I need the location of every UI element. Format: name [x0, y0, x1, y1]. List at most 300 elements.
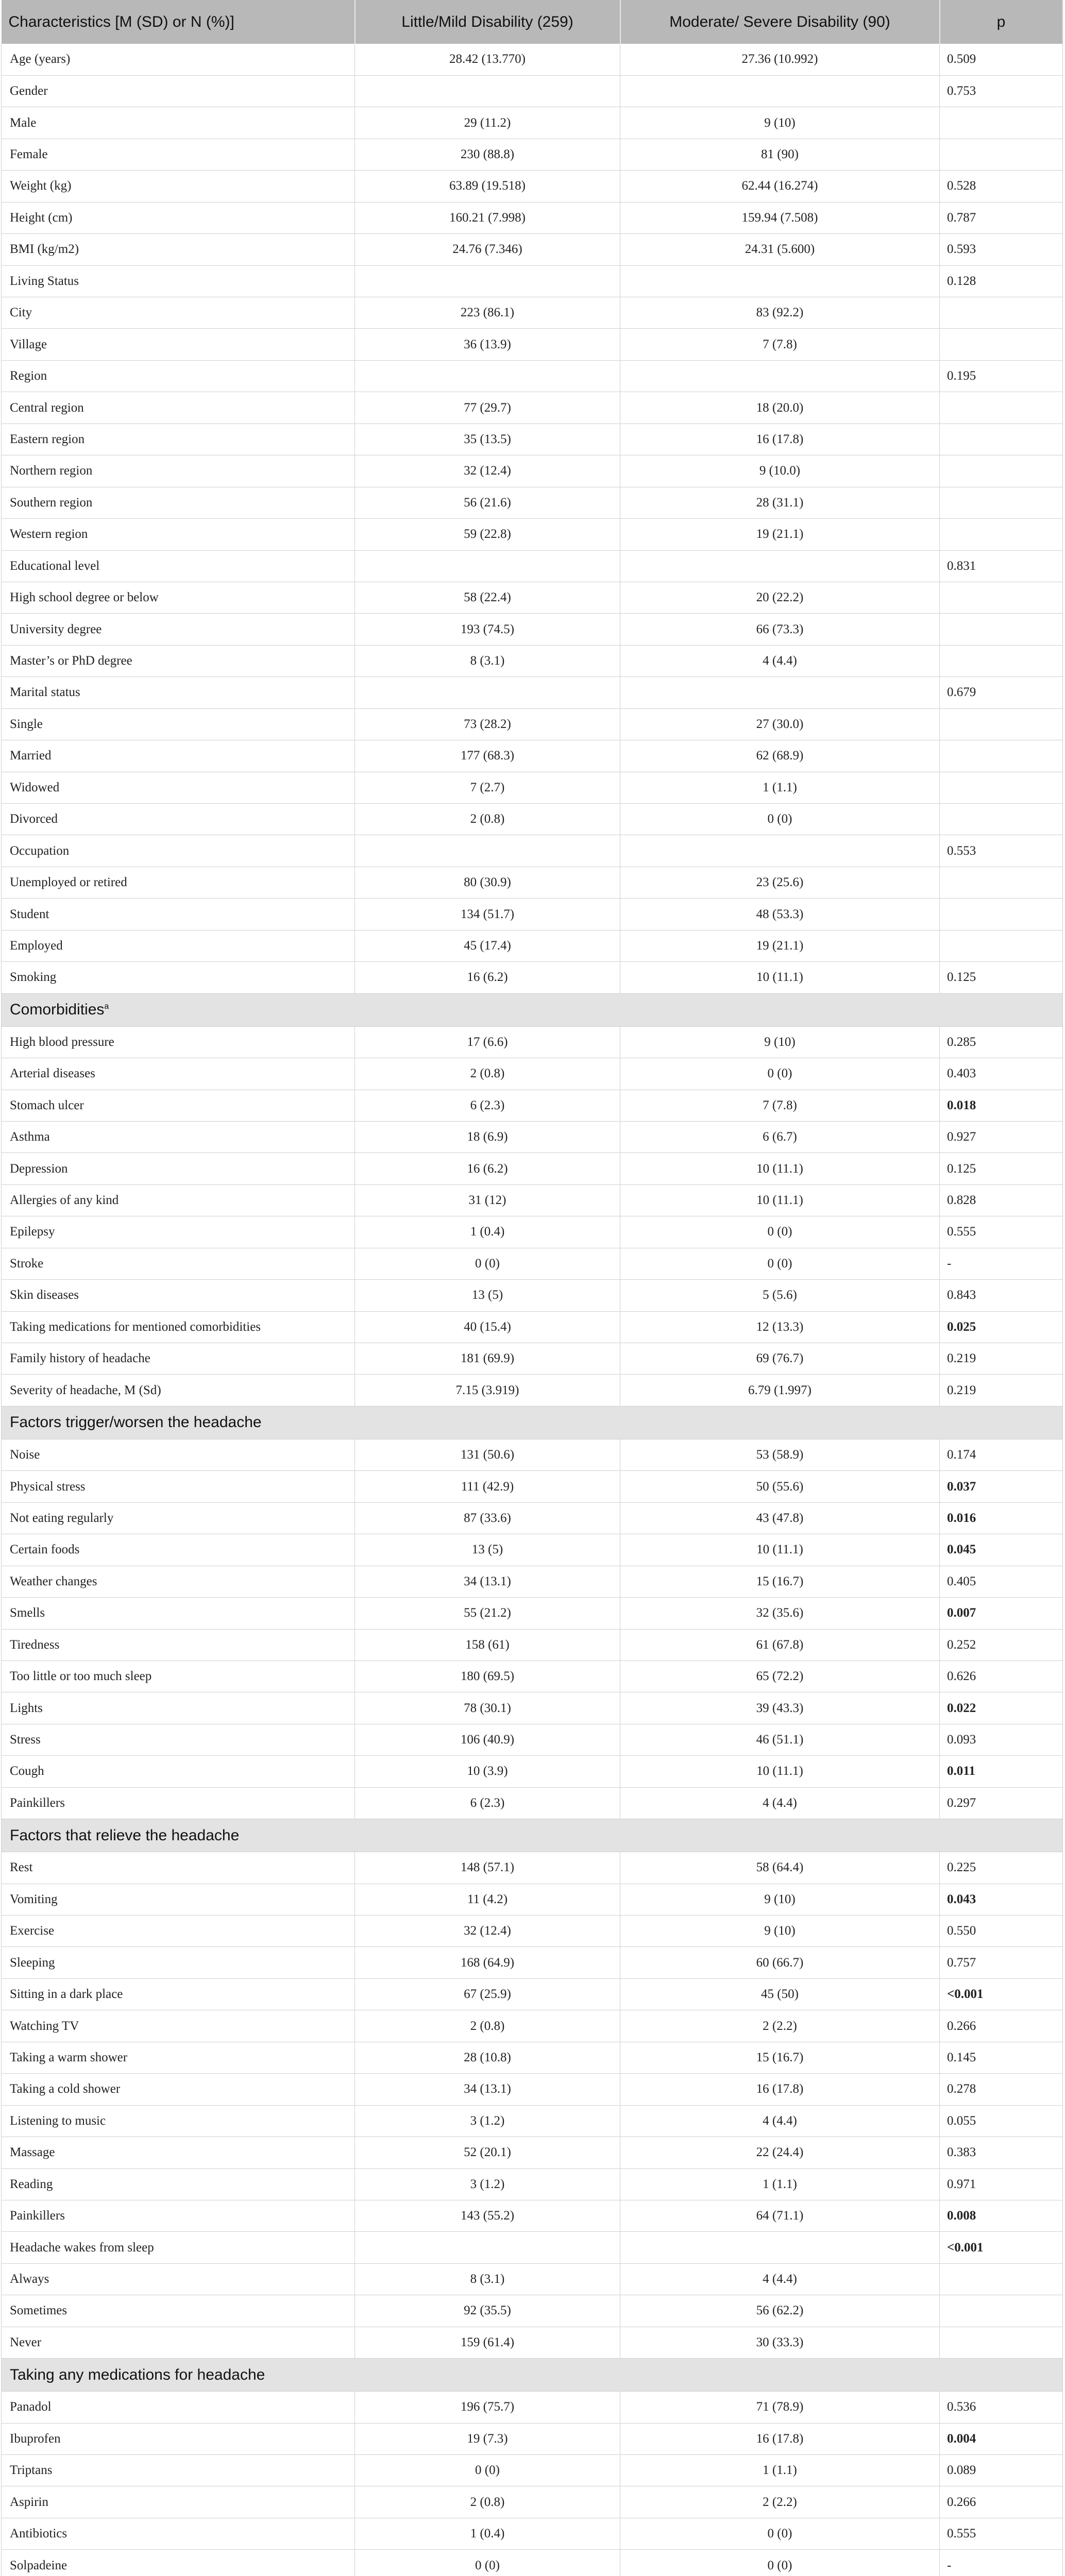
- row-label: Widowed: [2, 772, 355, 803]
- row-label: Female: [2, 139, 355, 170]
- table-row: [2, 1787, 1063, 1819]
- cell-little-mild: 6 (2.3): [355, 1787, 620, 1819]
- cell-little-mild: 80 (30.9): [355, 867, 620, 898]
- cell-p-value: 0.008: [940, 2200, 1063, 2231]
- table-header-row: [2, 0, 1063, 44]
- cell-moderate-severe: 81 (90): [620, 139, 940, 170]
- cell-little-mild: 34 (13.1): [355, 2074, 620, 2105]
- table-row: [2, 1598, 1063, 1629]
- cell-little-mild: [355, 835, 620, 867]
- cell-little-mild: 106 (40.9): [355, 1724, 620, 1755]
- cell-moderate-severe: 4 (4.4): [620, 2105, 940, 2137]
- cell-p-value: 0.004: [940, 2423, 1063, 2454]
- cell-moderate-severe: 2 (2.2): [620, 2010, 940, 2042]
- cell-little-mild: [355, 265, 620, 297]
- cell-p-value: [940, 139, 1063, 170]
- table-row: [2, 2105, 1063, 2137]
- table-row: [2, 297, 1063, 329]
- cell-little-mild: 230 (88.8): [355, 139, 620, 170]
- cell-p-value: [940, 867, 1063, 898]
- cell-moderate-severe: 15 (16.7): [620, 2042, 940, 2073]
- cell-little-mild: 24.76 (7.346): [355, 234, 620, 265]
- table-row: [2, 75, 1063, 107]
- table-row: [2, 867, 1063, 898]
- header-moderate-severe: Moderate/ Severe Disability (90): [620, 0, 940, 44]
- section-title: [2, 993, 1063, 1026]
- cell-moderate-severe: 23 (25.6): [620, 867, 940, 898]
- cell-p-value: 0.509: [940, 44, 1063, 75]
- section-header-row: [2, 2359, 1063, 2392]
- cell-p-value: 0.011: [940, 1756, 1063, 1787]
- cell-moderate-severe: 62.44 (16.274): [620, 171, 940, 202]
- table-row: [2, 1502, 1063, 1534]
- cell-little-mild: 177 (68.3): [355, 740, 620, 772]
- cell-little-mild: 56 (21.6): [355, 487, 620, 518]
- cell-p-value: 0.679: [940, 677, 1063, 708]
- table-row: [2, 2137, 1063, 2168]
- cell-p-value: 0.787: [940, 202, 1063, 233]
- cell-little-mild: 3 (1.2): [355, 2168, 620, 2200]
- cell-p-value: [940, 708, 1063, 740]
- cell-moderate-severe: 27 (30.0): [620, 708, 940, 740]
- row-label: Tiredness: [2, 1629, 355, 1660]
- row-label: Region: [2, 360, 355, 392]
- cell-little-mild: 160.21 (7.998): [355, 202, 620, 233]
- cell-little-mild: 11 (4.2): [355, 1884, 620, 1915]
- table-row: [2, 360, 1063, 392]
- row-label: Lights: [2, 1692, 355, 1724]
- table-row: [2, 2295, 1063, 2327]
- cell-little-mild: 77 (29.7): [355, 392, 620, 423]
- cell-little-mild: 159 (61.4): [355, 2327, 620, 2358]
- cell-moderate-severe: 9 (10): [620, 107, 940, 139]
- cell-little-mild: 7.15 (3.919): [355, 1375, 620, 1406]
- cell-little-mild: 111 (42.9): [355, 1471, 620, 1502]
- row-label: Solpadeine: [2, 2550, 355, 2576]
- section-label: Taking any medications for headache: [10, 2366, 265, 2383]
- cell-moderate-severe: 10 (11.1): [620, 1153, 940, 1184]
- cell-p-value: [940, 645, 1063, 676]
- cell-moderate-severe: 0 (0): [620, 1058, 940, 1090]
- cell-moderate-severe: 65 (72.2): [620, 1660, 940, 1692]
- cell-little-mild: [355, 550, 620, 582]
- cell-little-mild: 40 (15.4): [355, 1311, 620, 1343]
- cell-moderate-severe: 5 (5.6): [620, 1280, 940, 1311]
- cell-moderate-severe: 24.31 (5.600): [620, 234, 940, 265]
- row-label: Arterial diseases: [2, 1058, 355, 1090]
- section-header-row: [2, 993, 1063, 1026]
- cell-little-mild: [355, 677, 620, 708]
- row-label: Occupation: [2, 835, 355, 867]
- table-row: [2, 1343, 1063, 1375]
- table-row: [2, 1184, 1063, 1216]
- cell-little-mild: 55 (21.2): [355, 1598, 620, 1629]
- row-label: Single: [2, 708, 355, 740]
- cell-p-value: <0.001: [940, 1978, 1063, 2010]
- cell-moderate-severe: 0 (0): [620, 1216, 940, 1248]
- table-row: [2, 677, 1063, 708]
- cell-little-mild: 13 (5): [355, 1534, 620, 1566]
- cell-moderate-severe: 18 (20.0): [620, 392, 940, 423]
- cell-moderate-severe: 48 (53.3): [620, 899, 940, 930]
- cell-little-mild: 6 (2.3): [355, 1090, 620, 1121]
- cell-little-mild: 36 (13.9): [355, 329, 620, 360]
- table-row: [2, 1439, 1063, 1470]
- table-row: [2, 550, 1063, 582]
- row-label: Noise: [2, 1439, 355, 1470]
- cell-moderate-severe: 1 (1.1): [620, 2168, 940, 2200]
- table-row: [2, 582, 1063, 613]
- row-label: Sometimes: [2, 2295, 355, 2327]
- cell-p-value: 0.403: [940, 1058, 1063, 1090]
- cell-p-value: [940, 2263, 1063, 2295]
- cell-moderate-severe: 0 (0): [620, 804, 940, 835]
- table-row: [2, 1153, 1063, 1184]
- table-row: [2, 1947, 1063, 1978]
- cell-p-value: 0.626: [940, 1660, 1063, 1692]
- table-row: [2, 1026, 1063, 1058]
- cell-little-mild: 13 (5): [355, 1280, 620, 1311]
- cell-moderate-severe: 27.36 (10.992): [620, 44, 940, 75]
- cell-moderate-severe: 10 (11.1): [620, 1534, 940, 1566]
- cell-moderate-severe: [620, 75, 940, 107]
- cell-moderate-severe: 16 (17.8): [620, 2074, 940, 2105]
- table-row: [2, 2042, 1063, 2073]
- table-row: [2, 2392, 1063, 2423]
- row-label: Smells: [2, 1598, 355, 1629]
- cell-p-value: [940, 2327, 1063, 2358]
- table-row: [2, 202, 1063, 233]
- row-label: Taking medications for mentioned comorbidities: [2, 1311, 355, 1343]
- row-label: Taking a warm shower: [2, 2042, 355, 2073]
- cell-moderate-severe: 28 (31.1): [620, 487, 940, 518]
- row-label: Marital status: [2, 677, 355, 708]
- cell-little-mild: 2 (0.8): [355, 1058, 620, 1090]
- cell-p-value: 0.022: [940, 1692, 1063, 1724]
- cell-p-value: 0.266: [940, 2010, 1063, 2042]
- cell-little-mild: 223 (86.1): [355, 297, 620, 329]
- row-label: Weight (kg): [2, 171, 355, 202]
- cell-moderate-severe: [620, 550, 940, 582]
- cell-little-mild: 17 (6.6): [355, 1026, 620, 1058]
- cell-moderate-severe: [620, 265, 940, 297]
- row-label: Triptans: [2, 2455, 355, 2486]
- section-title: [2, 1819, 1063, 1852]
- cell-little-mild: 168 (64.9): [355, 1947, 620, 1978]
- table-row: [2, 423, 1063, 455]
- row-label: BMI (kg/m2): [2, 234, 355, 265]
- cell-little-mild: 181 (69.9): [355, 1343, 620, 1375]
- cell-p-value: 0.089: [940, 2455, 1063, 2486]
- table-row: [2, 1884, 1063, 1915]
- row-label: Not eating regularly: [2, 1502, 355, 1534]
- row-label: Antibiotics: [2, 2518, 355, 2549]
- cell-p-value: 0.555: [940, 1216, 1063, 1248]
- table-row: [2, 1916, 1063, 1947]
- cell-p-value: [940, 329, 1063, 360]
- row-label: Northern region: [2, 455, 355, 487]
- cell-p-value: [940, 772, 1063, 803]
- cell-p-value: 0.278: [940, 2074, 1063, 2105]
- cell-little-mild: 8 (3.1): [355, 645, 620, 676]
- table-row: [2, 1248, 1063, 1279]
- cell-moderate-severe: 32 (35.6): [620, 1598, 940, 1629]
- cell-little-mild: 10 (3.9): [355, 1756, 620, 1787]
- row-label: Epilepsy: [2, 1216, 355, 1248]
- table-row: [2, 392, 1063, 423]
- cell-p-value: [940, 455, 1063, 487]
- row-label: Living Status: [2, 265, 355, 297]
- cell-moderate-severe: 12 (13.3): [620, 1311, 940, 1343]
- table-row: [2, 1534, 1063, 1566]
- cell-p-value: 0.553: [940, 835, 1063, 867]
- table-row: [2, 487, 1063, 518]
- cell-p-value: 0.055: [940, 2105, 1063, 2137]
- cell-moderate-severe: 1 (1.1): [620, 772, 940, 803]
- cell-little-mild: 0 (0): [355, 2550, 620, 2576]
- row-label: Always: [2, 2263, 355, 2295]
- cell-little-mild: 29 (11.2): [355, 107, 620, 139]
- cell-p-value: 0.174: [940, 1439, 1063, 1470]
- table-row: [2, 455, 1063, 487]
- row-label: Skin diseases: [2, 1280, 355, 1311]
- table-row: [2, 171, 1063, 202]
- cell-p-value: <0.001: [940, 2232, 1063, 2263]
- table-row: [2, 1311, 1063, 1343]
- cell-p-value: [940, 519, 1063, 550]
- cell-little-mild: 92 (35.5): [355, 2295, 620, 2327]
- cell-p-value: 0.297: [940, 1787, 1063, 1819]
- row-label: Divorced: [2, 804, 355, 835]
- cell-moderate-severe: 2 (2.2): [620, 2486, 940, 2518]
- cell-p-value: 0.219: [940, 1375, 1063, 1406]
- row-label: Employed: [2, 930, 355, 961]
- table-row: [2, 804, 1063, 835]
- cell-moderate-severe: 0 (0): [620, 2518, 940, 2549]
- row-label: Educational level: [2, 550, 355, 582]
- row-label: Headache wakes from sleep: [2, 2232, 355, 2263]
- cell-p-value: 0.593: [940, 234, 1063, 265]
- cell-p-value: 0.025: [940, 1311, 1063, 1343]
- cell-little-mild: 16 (6.2): [355, 1153, 620, 1184]
- cell-p-value: 0.125: [940, 1153, 1063, 1184]
- cell-p-value: [940, 107, 1063, 139]
- cell-moderate-severe: 50 (55.6): [620, 1471, 940, 1502]
- header-p: p: [940, 0, 1063, 44]
- cell-p-value: [940, 582, 1063, 613]
- table-row: [2, 2200, 1063, 2231]
- cell-p-value: [940, 614, 1063, 645]
- table-row: [2, 2263, 1063, 2295]
- cell-little-mild: 28.42 (13.770): [355, 44, 620, 75]
- cell-little-mild: 1 (0.4): [355, 1216, 620, 1248]
- row-label: Male: [2, 107, 355, 139]
- row-label: Married: [2, 740, 355, 772]
- cell-p-value: 0.045: [940, 1534, 1063, 1566]
- table-row: [2, 1566, 1063, 1597]
- cell-moderate-severe: 16 (17.8): [620, 2423, 940, 2454]
- cell-p-value: 0.555: [940, 2518, 1063, 2549]
- table-row: [2, 2486, 1063, 2518]
- row-label: Massage: [2, 2137, 355, 2168]
- cell-p-value: 0.383: [940, 2137, 1063, 2168]
- row-label: University degree: [2, 614, 355, 645]
- cell-moderate-severe: 1 (1.1): [620, 2455, 940, 2486]
- cell-p-value: [940, 392, 1063, 423]
- cell-little-mild: 32 (12.4): [355, 455, 620, 487]
- cell-little-mild: 19 (7.3): [355, 2423, 620, 2454]
- cell-little-mild: 78 (30.1): [355, 1692, 620, 1724]
- table-row: [2, 1471, 1063, 1502]
- cell-p-value: 0.043: [940, 1884, 1063, 1915]
- table-row: [2, 1090, 1063, 1121]
- row-label: Asthma: [2, 1121, 355, 1153]
- row-label: Stomach ulcer: [2, 1090, 355, 1121]
- table-row: [2, 1629, 1063, 1660]
- cell-little-mild: 2 (0.8): [355, 804, 620, 835]
- table-row: [2, 645, 1063, 676]
- row-label: Too little or too much sleep: [2, 1660, 355, 1692]
- cell-little-mild: 32 (12.4): [355, 1916, 620, 1947]
- cell-p-value: 0.125: [940, 962, 1063, 993]
- row-label: Rest: [2, 1852, 355, 1884]
- cell-little-mild: 0 (0): [355, 1248, 620, 1279]
- row-label: Ibuprofen: [2, 2423, 355, 2454]
- row-label: Village: [2, 329, 355, 360]
- cell-little-mild: 58 (22.4): [355, 582, 620, 613]
- cell-moderate-severe: 45 (50): [620, 1978, 940, 2010]
- cell-little-mild: 16 (6.2): [355, 962, 620, 993]
- row-label: Taking a cold shower: [2, 2074, 355, 2105]
- cell-p-value: 0.831: [940, 550, 1063, 582]
- cell-little-mild: 134 (51.7): [355, 899, 620, 930]
- characteristics-table: [1, 0, 1063, 2576]
- row-label: Southern region: [2, 487, 355, 518]
- cell-moderate-severe: 83 (92.2): [620, 297, 940, 329]
- table-row: [2, 1852, 1063, 1884]
- cell-p-value: 0.550: [940, 1916, 1063, 1947]
- cell-little-mild: 28 (10.8): [355, 2042, 620, 2073]
- row-label: Family history of headache: [2, 1343, 355, 1375]
- footnote-marker: a: [104, 1002, 109, 1011]
- cell-p-value: 0.219: [940, 1343, 1063, 1375]
- cell-little-mild: 87 (33.6): [355, 1502, 620, 1534]
- cell-p-value: 0.266: [940, 2486, 1063, 2518]
- cell-p-value: [940, 899, 1063, 930]
- cell-little-mild: 180 (69.5): [355, 1660, 620, 1692]
- cell-moderate-severe: 9 (10): [620, 1884, 940, 1915]
- row-label: Cough: [2, 1756, 355, 1787]
- cell-p-value: 0.007: [940, 1598, 1063, 1629]
- table-row: [2, 772, 1063, 803]
- cell-moderate-severe: 19 (21.1): [620, 930, 940, 961]
- table-row: [2, 1121, 1063, 1153]
- cell-moderate-severe: 46 (51.1): [620, 1724, 940, 1755]
- row-label: Vomiting: [2, 1884, 355, 1915]
- table-row: [2, 44, 1063, 75]
- cell-little-mild: 196 (75.7): [355, 2392, 620, 2423]
- row-label: Sleeping: [2, 1947, 355, 1978]
- cell-little-mild: [355, 360, 620, 392]
- table-row: [2, 740, 1063, 772]
- cell-moderate-severe: 9 (10): [620, 1916, 940, 1947]
- cell-moderate-severe: 6 (6.7): [620, 1121, 940, 1153]
- cell-p-value: 0.405: [940, 1566, 1063, 1597]
- table-row: [2, 962, 1063, 993]
- cell-little-mild: 18 (6.9): [355, 1121, 620, 1153]
- cell-p-value: 0.128: [940, 265, 1063, 297]
- cell-p-value: [940, 740, 1063, 772]
- cell-p-value: 0.757: [940, 1947, 1063, 1978]
- cell-little-mild: 143 (55.2): [355, 2200, 620, 2231]
- section-label: Comorbidities: [10, 1001, 105, 1019]
- cell-moderate-severe: 7 (7.8): [620, 329, 940, 360]
- cell-moderate-severe: 16 (17.8): [620, 423, 940, 455]
- table-row: [2, 2455, 1063, 2486]
- section-title: [2, 1406, 1063, 1439]
- table-row: [2, 1724, 1063, 1755]
- cell-moderate-severe: 10 (11.1): [620, 962, 940, 993]
- table-row: [2, 2232, 1063, 2263]
- header-little-mild: Little/Mild Disability (259): [355, 0, 620, 44]
- cell-p-value: 0.971: [940, 2168, 1063, 2200]
- table-row: [2, 1978, 1063, 2010]
- table-row: [2, 835, 1063, 867]
- cell-little-mild: [355, 2232, 620, 2263]
- cell-moderate-severe: 60 (66.7): [620, 1947, 940, 1978]
- table-row: [2, 2518, 1063, 2549]
- table-row: [2, 2168, 1063, 2200]
- table-row: [2, 2074, 1063, 2105]
- cell-p-value: 0.225: [940, 1852, 1063, 1884]
- cell-moderate-severe: 64 (71.1): [620, 2200, 940, 2231]
- row-label: Weather changes: [2, 1566, 355, 1597]
- cell-moderate-severe: 4 (4.4): [620, 2263, 940, 2295]
- cell-p-value: 0.828: [940, 1184, 1063, 1216]
- section-title: [2, 2359, 1063, 2392]
- row-label: Never: [2, 2327, 355, 2358]
- cell-moderate-severe: 0 (0): [620, 1248, 940, 1279]
- cell-p-value: 0.252: [940, 1629, 1063, 1660]
- cell-moderate-severe: 6.79 (1.997): [620, 1375, 940, 1406]
- cell-p-value: 0.037: [940, 1471, 1063, 1502]
- cell-p-value: 0.145: [940, 2042, 1063, 2073]
- cell-moderate-severe: [620, 2232, 940, 2263]
- cell-moderate-severe: 4 (4.4): [620, 645, 940, 676]
- cell-moderate-severe: 0 (0): [620, 2550, 940, 2576]
- row-label: Severity of headache, M (Sd): [2, 1375, 355, 1406]
- row-label: Unemployed or retired: [2, 867, 355, 898]
- cell-moderate-severe: 58 (64.4): [620, 1852, 940, 1884]
- cell-moderate-severe: 10 (11.1): [620, 1756, 940, 1787]
- cell-moderate-severe: 56 (62.2): [620, 2295, 940, 2327]
- table-row: [2, 708, 1063, 740]
- cell-moderate-severe: 7 (7.8): [620, 1090, 940, 1121]
- cell-little-mild: 3 (1.2): [355, 2105, 620, 2137]
- table-row: [2, 265, 1063, 297]
- row-label: Central region: [2, 392, 355, 423]
- cell-moderate-severe: 30 (33.3): [620, 2327, 940, 2358]
- cell-little-mild: 45 (17.4): [355, 930, 620, 961]
- table-row: [2, 329, 1063, 360]
- section-header-row: [2, 1819, 1063, 1852]
- cell-moderate-severe: 61 (67.8): [620, 1629, 940, 1660]
- row-label: Aspirin: [2, 2486, 355, 2518]
- cell-little-mild: 67 (25.9): [355, 1978, 620, 2010]
- header-characteristics: Characteristics [M (SD) or N (%)]: [2, 0, 355, 44]
- cell-little-mild: 1 (0.4): [355, 2518, 620, 2549]
- row-label: Student: [2, 899, 355, 930]
